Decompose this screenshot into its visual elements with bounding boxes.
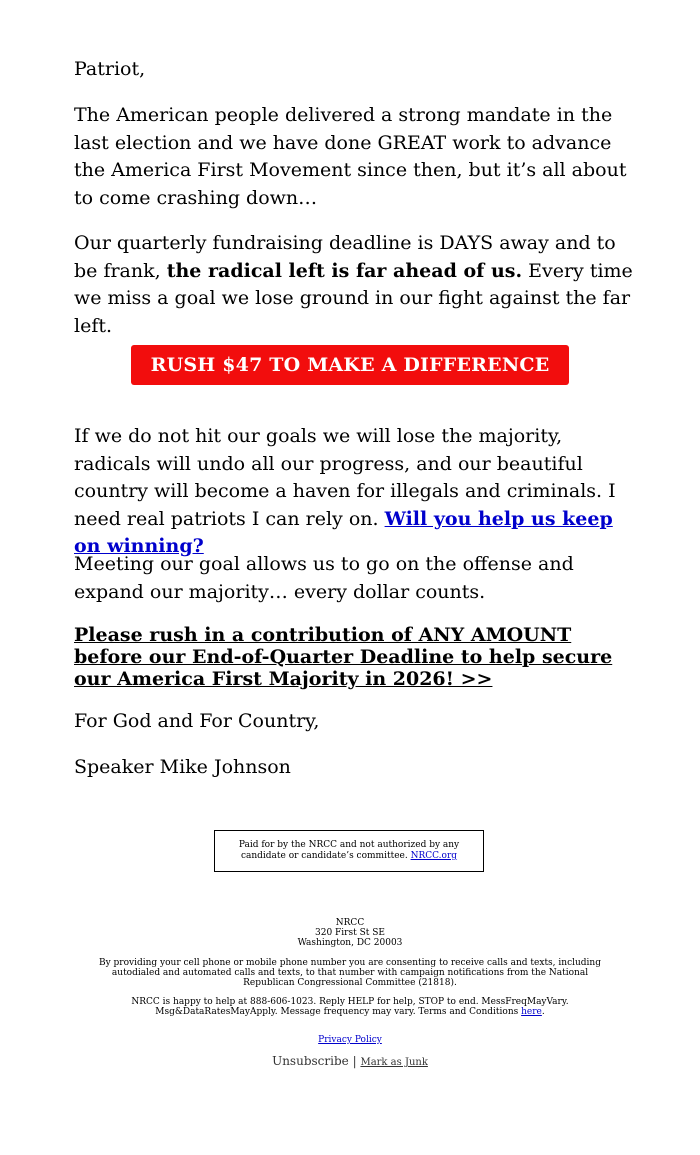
unsubscribe-link[interactable]: Unsubscribe — [272, 1054, 349, 1068]
footer-help — [90, 997, 610, 1017]
unsubscribe-row — [0, 1054, 700, 1068]
footer-help-text: NRCC is happy to help at 888-606-1023. Reply HELP for help, STOP to end. MessFreqMayVary. Msg&DataRatesMayApply. Message frequency may vary. Terms and Conditions — [131, 997, 569, 1017]
contribution-link[interactable]: Please rush in a contribution of ANY AMOUNT before our End-of-Quarter Deadline to help secure our America First Majority in 2026! >> — [74, 624, 613, 690]
terms-link[interactable]: here — [521, 1007, 542, 1017]
rush-donate-button[interactable]: RUSH $47 TO MAKE A DIFFERENCE — [131, 345, 570, 385]
footer-consent: By providing your cell phone or mobile phone number you are consenting to receive calls and texts, including autodialed and automated calls and texts, to that number with campaign notifications from the National Republican Congressional Committee (21818). — [98, 958, 601, 988]
disclaimer-text — [223, 840, 475, 862]
unsubscribe-separator: | — [352, 1054, 357, 1068]
privacy-policy-link[interactable]: Privacy Policy — [318, 1035, 382, 1045]
footer-street: 320 First St SE — [315, 928, 385, 938]
footer-city: Washington, DC 20003 — [297, 938, 403, 948]
paid-for-disclaimer — [214, 830, 484, 872]
nrcc-org-link[interactable]: NRCC.org — [410, 851, 458, 861]
paragraph-deadline-text-1: Our quarterly fundraising deadline is DAYS away and to be frank, — [74, 232, 616, 282]
paragraph-majority — [74, 423, 634, 561]
greeting: Patriot, — [74, 58, 146, 80]
footer-help-end: . — [541, 1007, 545, 1017]
footer-privacy — [90, 1035, 610, 1045]
cta-container — [0, 345, 700, 385]
paragraph-deadline — [74, 230, 634, 340]
paragraph-deadline-text-2: Every time we miss a goal we lose ground in our fight against the far left. — [74, 259, 633, 337]
paragraph-mandate: The American people delivered a strong mandate in the last election and we have done GREAT work to advance the America First Movement since then, but it’s all about to come crashing down… — [74, 104, 627, 209]
keep-winning-link[interactable]: Will you help us keep on winning? — [74, 507, 613, 557]
paragraph-deadline-bold: the radical left is far ahead of us. — [166, 259, 523, 282]
footer-org-name: NRCC — [335, 918, 365, 928]
paragraph-goal: Meeting our goal allows us to go on the offense and expand our majority… every dollar counts. — [74, 553, 574, 603]
closing: For God and For Country, — [74, 710, 320, 732]
disclaimer-body: Paid for by the NRCC and not authorized by any candidate or candidate’s committee. — [238, 840, 460, 861]
mark-as-junk-link[interactable]: Mark as Junk — [360, 1057, 428, 1068]
paragraph-majority-text: If we do not hit our goals we will lose the majority, radicals will undo all our progress, and our beautiful country will become a haven for illegals and criminals. I need real patriots I can rely on. — [74, 425, 616, 530]
signature: Speaker Mike Johnson — [74, 756, 291, 778]
footer-address — [90, 918, 610, 948]
